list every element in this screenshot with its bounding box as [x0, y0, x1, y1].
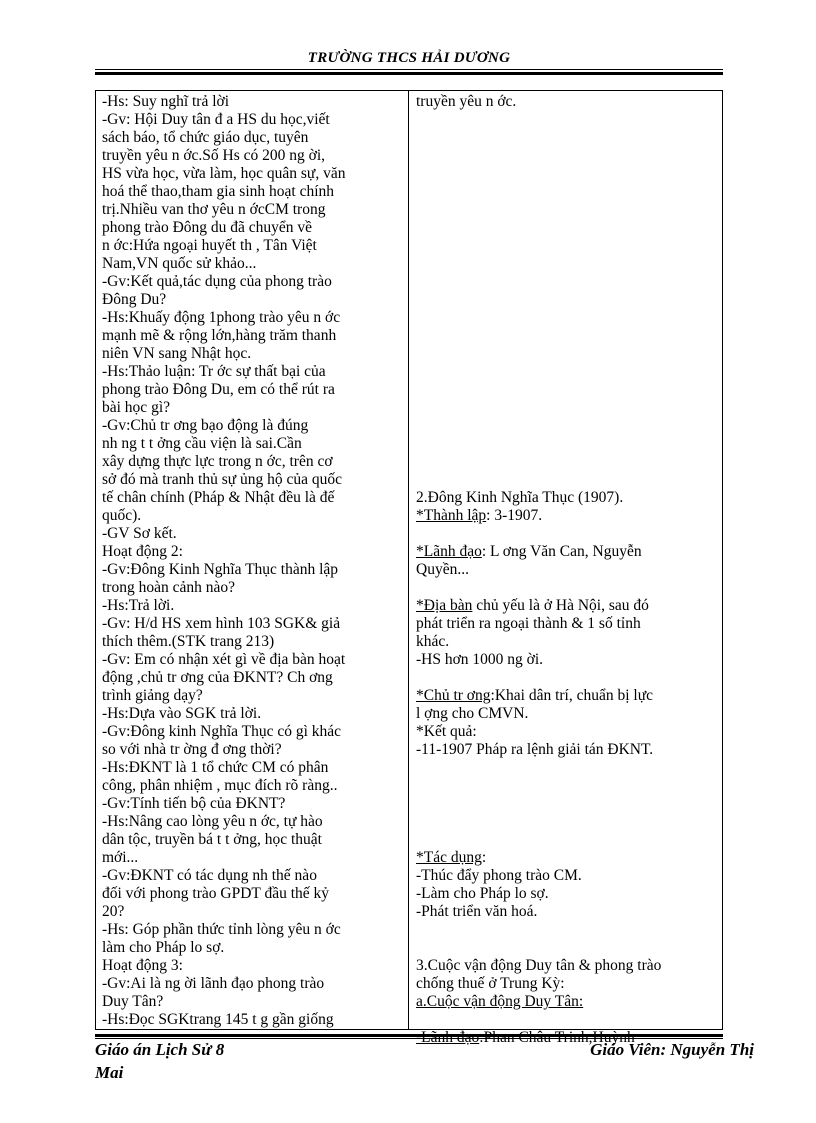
content-line: *Lãnh đạo: L ơng Văn Can, Nguyễn [416, 543, 642, 560]
footer-subject: Giáo án Lịch Sử 8 [95, 1040, 225, 1059]
section-title: 3.Cuộc vận động Duy tân & phong trào [416, 957, 662, 974]
content-line: -Thúc đẩy phong trào CM. [416, 867, 582, 884]
activity-line: động ,chủ tr ơng của ĐKNT? Ch ơng [102, 669, 333, 686]
activity-line: -Hs:ĐKNT là 1 tổ chức CM có phân [102, 759, 329, 776]
content-line: Quyền... [416, 561, 469, 578]
content-line: *Thành lập: 3-1907. [416, 507, 543, 524]
activity-line: -Gv: Hội Duy tân đ a HS du học,viết [102, 111, 330, 128]
activity-line: -Gv:Đông Kinh Nghĩa Thục thành lập [102, 561, 339, 578]
content-label: *Kết quả: [416, 723, 477, 740]
activity-line: sách báo, tổ chức giáo dục, tuyên [102, 129, 309, 146]
content-line: -Làm cho Pháp lo sợ. [416, 885, 549, 902]
content-label: *Tác dụng [416, 849, 482, 866]
activity-line: trình giảng dạy? [102, 687, 203, 704]
activity-line: Hoạt động 2: [102, 543, 183, 560]
section-title: chống thuế ở Trung Kỳ: [416, 975, 565, 992]
activity-line: công, phân nhiệm , mục đích rõ ràng.. [102, 777, 338, 794]
activity-line: -Hs: Góp phần thức tỉnh lòng yêu n ớc [102, 921, 341, 938]
activity-line: hoá thể thao,tham gia sinh hoạt chính [102, 183, 335, 200]
activity-line: Hoạt động 3: [102, 957, 183, 974]
activity-line: -Gv:Tính tiến bộ của ĐKNT? [102, 795, 286, 812]
activity-line: Duy Tân? [102, 993, 164, 1010]
activity-line: sở đó mà tranh thủ sự ủng hộ của quốc [102, 471, 343, 488]
activity-line: -GV Sơ kết. [102, 525, 177, 542]
activity-line: phong trào Đông du đã chuyển về [102, 219, 313, 236]
activity-line: -Gv:Ai là ng ời lãnh đạo phong trào [102, 975, 325, 992]
activity-line: -Gv:Kết quả,tác dụng của phong trào [102, 273, 332, 290]
activity-line: -Gv:Chủ tr ơng bạo động là đúng [102, 417, 309, 434]
activity-line: dân tộc, truyền bá t t ởng, học thuật [102, 831, 322, 848]
activity-line: -Hs:Trả lời. [102, 597, 175, 614]
activity-line: truyền yêu n ớc.Số Hs có 200 ng ời, [102, 147, 326, 164]
content-line: truyền yêu n ớc. [416, 93, 517, 110]
lesson-table [95, 90, 723, 1046]
content-line: phát triển ra ngoại thành & 1 số tỉnh [416, 615, 641, 632]
activity-line: thích thêm.(STK trang 213) [102, 633, 275, 650]
content-label: *Lãnh đạo [416, 543, 482, 560]
activity-line: phong trào Đông Du, em có thể rút ra [102, 381, 335, 398]
activity-line: -Gv: Em có nhận xét gì về địa bàn hoạt [102, 651, 346, 668]
activity-line: -Hs:Đọc SGKtrang 145 t g gần giống [102, 1011, 334, 1028]
activity-line: xây dựng thực lực trong n ớc, trên cơ [102, 453, 333, 470]
content-line: -11-1907 Pháp ra lệnh giải tán ĐKNT. [416, 741, 654, 758]
footer-rule-thick [95, 1034, 723, 1037]
content-line: *Địa bàn chủ yếu là ở Hà Nội, sau đó [416, 597, 649, 614]
activity-line: -Gv: H/d HS xem hình 103 SGK& giả [102, 615, 341, 632]
section-title: 2.Đông Kinh Nghĩa Thục (1907). [416, 489, 624, 506]
footer-teacher-cont: Mai [95, 1063, 124, 1082]
column-divider [408, 91, 409, 1029]
content-line: -Lãnh đạo:Phan Châu Trinh,Huỳnh [416, 1029, 635, 1046]
content-line: *Chủ tr ơng:Khai dân trí, chuẩn bị lực [416, 687, 654, 704]
content-label: *Chủ tr ơng [416, 687, 491, 704]
activity-line: so với nhà tr ờng đ ơng thời? [102, 741, 282, 758]
activity-line: bài học gì? [102, 399, 171, 416]
activity-line: đối với phong trào GPDT đầu thế kỷ [102, 885, 330, 902]
activity-line: nh ng t t ởng cầu viện là sai.Cần [102, 435, 302, 452]
content-label: *Thành lập [416, 507, 487, 524]
activity-line: niên VN sang Nhật học. [102, 345, 252, 362]
activity-line: Đông Du? [102, 291, 167, 308]
header-rule-thin [95, 69, 723, 70]
header-rule-thick [95, 72, 723, 75]
footer-rule-thin [95, 1038, 723, 1039]
activity-line: tế chân chính (Pháp & Nhật đều là đế [102, 489, 335, 506]
content-label: *Địa bàn [416, 597, 473, 614]
content-line: *Tác dụng: [416, 849, 487, 866]
content-line: khác. [416, 633, 450, 650]
activity-line: trị.Nhiều van thơ yêu n ớcCM trong [102, 201, 326, 218]
teacher-student-activities-column [102, 93, 402, 1029]
content-label: -Lãnh đạo [416, 1029, 480, 1046]
footer-teacher: Giáo Viên: Nguyễn Thị [590, 1040, 754, 1059]
activity-line: -Hs:Nâng cao lòng yêu n ớc, tự hào [102, 813, 323, 830]
content-line: -Phát triển văn hoá. [416, 903, 538, 920]
activity-line: -Hs:Dựa vào SGK trả lời. [102, 705, 262, 722]
activity-line: trong hoàn cảnh nào? [102, 579, 235, 596]
activity-line: -Hs:Khuấy động 1phong trào yêu n ớc [102, 309, 341, 326]
activity-line: n ớc:Hứa ngoại huyết th , Tân Việt [102, 237, 317, 254]
activity-line: quốc). [102, 507, 142, 524]
activity-line: mạnh mẽ & rộng lớn,hàng trăm thanh [102, 327, 337, 344]
activity-line: Nam,VN quốc sử khảo... [102, 255, 257, 272]
page-header: TRƯỜNG THCS HẢI DƯƠNG [307, 50, 511, 66]
lesson-content-column [416, 93, 716, 1047]
activity-line: -Gv:ĐKNT có tác dụng nh thế nào [102, 867, 317, 884]
activity-line: mới... [102, 849, 139, 866]
activity-line: -Gv:Đông kinh Nghĩa Thục có gì khác [102, 723, 342, 740]
subsection-title: a.Cuộc vận động Duy Tân: [416, 993, 584, 1010]
activity-line: làm cho Pháp lo sợ. [102, 939, 225, 956]
content-line: l ợng cho CMVN. [416, 705, 529, 722]
activity-line: HS vừa học, vừa làm, học quân sự, văn [102, 165, 346, 182]
activity-line: -Hs: Suy nghĩ trả lời [102, 93, 230, 110]
content-line: -HS hơn 1000 ng ời. [416, 651, 544, 668]
activity-line: 20? [102, 903, 125, 920]
activity-line: -Hs:Thảo luận: Tr ớc sự thất bại của [102, 363, 326, 380]
